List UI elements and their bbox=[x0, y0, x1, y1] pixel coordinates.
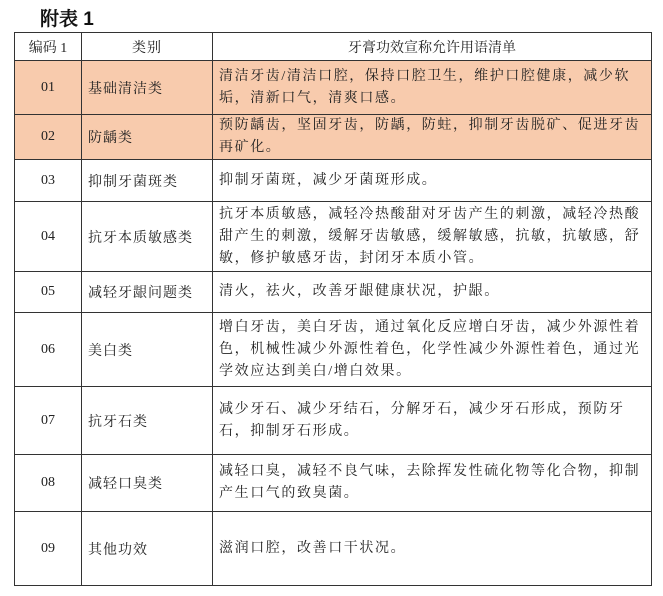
row-code: 07 bbox=[15, 387, 82, 455]
header-terms: 牙膏功效宣称允许用语清单 bbox=[213, 33, 652, 61]
row-code: 03 bbox=[15, 160, 82, 202]
table-row bbox=[15, 512, 652, 586]
row-category: 抑制牙菌斑类 bbox=[82, 160, 213, 202]
row-code: 08 bbox=[15, 455, 82, 512]
table-header-row bbox=[15, 33, 652, 61]
row-terms: 预防龋齿，坚固牙齿，防龋，防蛀，抑制牙齿脱矿、促进牙齿再矿化。 bbox=[213, 115, 652, 160]
table-row bbox=[15, 202, 652, 272]
table-row bbox=[15, 115, 652, 160]
toothpaste-claims-table bbox=[14, 32, 652, 586]
row-code: 05 bbox=[15, 272, 82, 313]
row-code: 06 bbox=[15, 313, 82, 387]
row-code: 04 bbox=[15, 202, 82, 272]
table-row bbox=[15, 455, 652, 512]
table-row bbox=[15, 313, 652, 387]
row-category: 美白类 bbox=[82, 313, 213, 387]
row-category: 其他功效 bbox=[82, 512, 213, 586]
row-terms: 滋润口腔，改善口干状况。 bbox=[213, 512, 652, 586]
table-row bbox=[15, 61, 652, 115]
table-row bbox=[15, 387, 652, 455]
row-terms: 减轻口臭，减轻不良气味，去除挥发性硫化物等化合物，抑制产生口气的致臭菌。 bbox=[213, 455, 652, 512]
row-terms: 抗牙本质敏感，减轻冷热酸甜对牙齿产生的刺激，减轻冷热酸甜产生的刺激，缓解牙齿敏感，缓解敏感，抗敏，抗敏感，舒敏，修护敏感牙齿，封闭牙本质小管。 bbox=[213, 202, 652, 272]
row-terms: 增白牙齿，美白牙齿，通过氧化反应增白牙齿，减少外源性着色，机械性减少外源性着色，化学性减少外源性着色，通过光学效应达到美白/增白效果。 bbox=[213, 313, 652, 387]
row-terms: 抑制牙菌斑，减少牙菌斑形成。 bbox=[213, 160, 652, 202]
row-category: 减轻牙龈问题类 bbox=[82, 272, 213, 313]
row-code: 02 bbox=[15, 115, 82, 160]
table-row bbox=[15, 160, 652, 202]
row-category: 抗牙本质敏感类 bbox=[82, 202, 213, 272]
table-row bbox=[15, 272, 652, 313]
row-code: 09 bbox=[15, 512, 82, 586]
table-title: 附表 1 bbox=[40, 9, 94, 30]
row-category: 减轻口臭类 bbox=[82, 455, 213, 512]
row-terms: 清洁牙齿/清洁口腔，保持口腔卫生，维护口腔健康，减少软垢，清新口气，清爽口感。 bbox=[213, 61, 652, 115]
row-terms: 减少牙石、减少牙结石，分解牙石，减少牙石形成，预防牙石，抑制牙石形成。 bbox=[213, 387, 652, 455]
row-terms: 清火，祛火，改善牙龈健康状况，护龈。 bbox=[213, 272, 652, 313]
row-category: 基础清洁类 bbox=[82, 61, 213, 115]
header-category: 类别 bbox=[82, 33, 213, 61]
row-category: 抗牙石类 bbox=[82, 387, 213, 455]
header-code: 编码 1 bbox=[15, 33, 82, 61]
row-code: 01 bbox=[15, 61, 82, 115]
row-category: 防龋类 bbox=[82, 115, 213, 160]
